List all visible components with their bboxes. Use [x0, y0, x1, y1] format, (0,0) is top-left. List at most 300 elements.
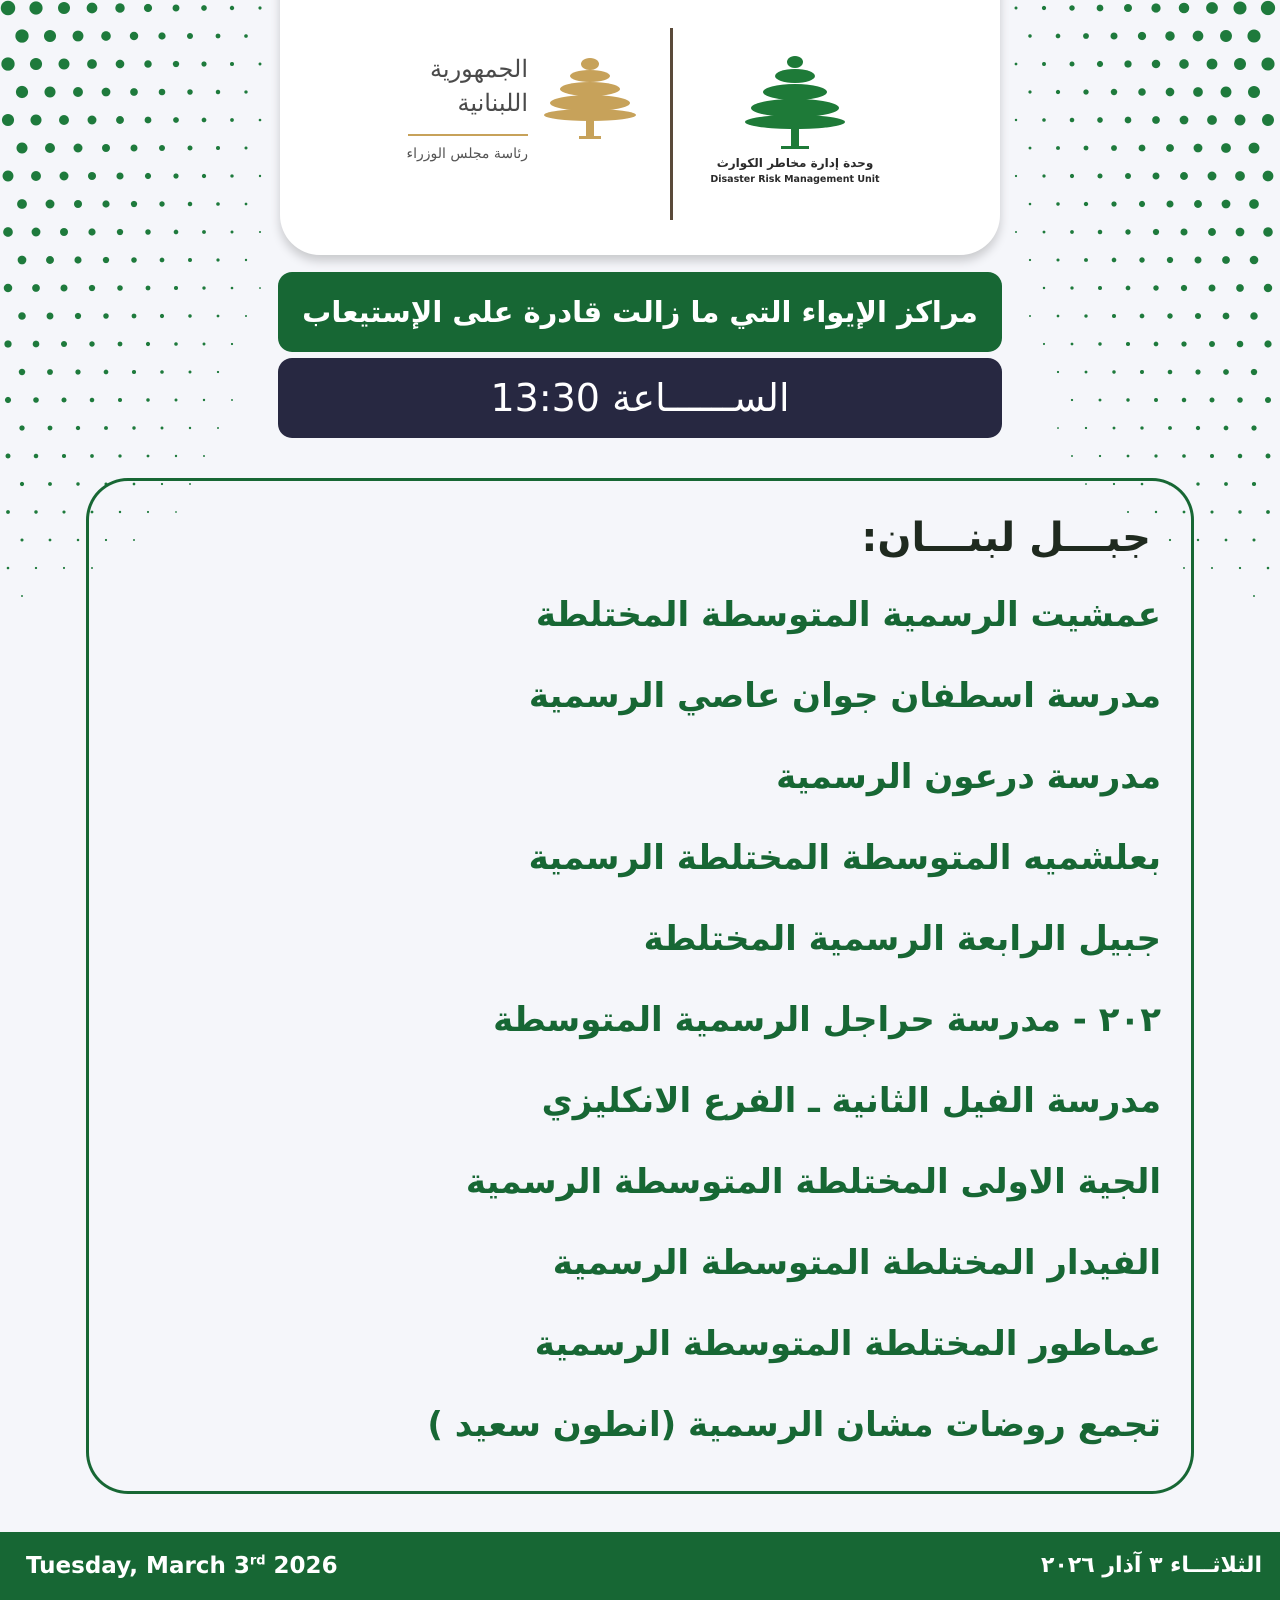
background-dot	[216, 146, 220, 150]
background-dot	[1111, 201, 1116, 206]
background-dot	[1139, 201, 1145, 207]
background-dot	[1085, 427, 1087, 429]
background-dot	[1015, 231, 1017, 233]
background-dot	[1253, 539, 1256, 542]
background-dot	[33, 341, 40, 348]
background-dot	[1165, 31, 1174, 40]
background-dot	[48, 482, 52, 486]
footer-date-english	[26, 1532, 338, 1600]
background-dot	[1099, 399, 1102, 402]
background-dot	[116, 172, 123, 179]
background-dot	[1248, 86, 1260, 98]
background-dot	[203, 455, 205, 457]
background-dot	[88, 172, 96, 180]
background-dot	[46, 256, 54, 264]
drm-english-name: Disaster Risk Management Unit	[710, 174, 880, 185]
background-dot	[1112, 258, 1117, 263]
background-dot	[1071, 399, 1073, 401]
background-dot	[1208, 172, 1217, 181]
background-dot	[44, 30, 56, 42]
background-dot	[117, 229, 123, 235]
background-dot	[1236, 228, 1245, 237]
background-dot	[144, 4, 152, 12]
shelter-item: مدرسة درعون الرسمية	[776, 757, 1161, 797]
background-dot	[1056, 202, 1059, 205]
background-dot	[1238, 510, 1241, 513]
background-dot	[217, 371, 219, 373]
background-dot	[17, 143, 28, 154]
background-dot	[73, 87, 83, 97]
background-dot	[1196, 482, 1199, 485]
shelter-item: بعلشميه المتوسطة المختلطة الرسمية	[528, 838, 1161, 878]
background-dot	[1124, 4, 1132, 12]
background-dot	[74, 144, 83, 153]
background-dot	[1253, 595, 1255, 597]
background-dot	[1071, 455, 1073, 457]
background-dot	[244, 90, 247, 93]
footer-date-english-prefix: Tuesday, March 3	[26, 1553, 250, 1579]
drm-unit-logo	[700, 52, 890, 192]
background-dot	[1193, 31, 1204, 42]
background-dot	[7, 567, 10, 570]
background-dot	[131, 257, 137, 263]
background-dot	[1042, 6, 1046, 10]
background-dot	[1057, 371, 1059, 373]
background-dot	[259, 231, 261, 233]
background-dot	[76, 482, 79, 485]
background-dot	[1207, 115, 1217, 125]
background-dot	[1029, 259, 1031, 261]
background-dot	[245, 203, 248, 206]
background-dot	[1236, 284, 1244, 292]
background-dot	[1097, 173, 1102, 178]
background-dot	[175, 399, 178, 402]
background-dot	[216, 258, 219, 261]
background-dot	[147, 455, 150, 458]
gold-divider-line	[408, 134, 528, 136]
background-dot	[216, 90, 220, 94]
background-dot	[1265, 397, 1271, 403]
background-dot	[49, 539, 52, 542]
background-dot	[1098, 286, 1102, 290]
background-dot	[1168, 426, 1172, 430]
background-dot	[1168, 370, 1173, 375]
background-dot	[1267, 567, 1270, 570]
background-dot	[1084, 314, 1087, 317]
background-dot	[160, 370, 164, 374]
background-dot	[132, 370, 136, 374]
background-dot	[160, 258, 165, 263]
background-dot	[159, 145, 165, 151]
background-dot	[1029, 203, 1032, 206]
background-dot	[1140, 370, 1144, 374]
background-dot	[1057, 427, 1059, 429]
background-dot	[1028, 90, 1031, 93]
background-dot	[174, 286, 178, 290]
background-dot	[1266, 454, 1271, 459]
background-dot	[21, 595, 23, 597]
background-dot	[259, 175, 261, 177]
background-dot	[1113, 427, 1116, 430]
background-dot	[59, 59, 70, 70]
background-dot	[46, 200, 55, 209]
background-dot	[1138, 88, 1146, 96]
background-dot	[1111, 145, 1117, 151]
background-dot	[1208, 228, 1216, 236]
background-dot	[1140, 426, 1143, 429]
background-dot	[1209, 285, 1216, 292]
background-dot	[145, 229, 151, 235]
background-dot	[231, 399, 233, 401]
background-dot	[61, 341, 67, 347]
background-dot	[1263, 171, 1274, 182]
background-dot	[1043, 343, 1045, 345]
background-dot	[174, 230, 179, 235]
republic-name-line1: الجمهورية	[430, 55, 528, 83]
background-dot	[1069, 61, 1074, 66]
background-dot	[1252, 482, 1256, 486]
background-dot	[1153, 173, 1160, 180]
background-dot	[1042, 62, 1046, 66]
title-banner	[278, 272, 1002, 352]
background-dot	[1249, 199, 1259, 209]
background-dot	[2, 114, 14, 126]
background-dot	[231, 343, 233, 345]
background-dot	[1153, 229, 1159, 235]
background-dot	[173, 173, 178, 178]
shelter-item: الجية الاولى المختلطة المتوسطة الرسمية	[465, 1162, 1161, 1202]
background-dot	[1126, 286, 1131, 291]
background-dot	[1139, 145, 1146, 152]
background-dot	[217, 315, 220, 318]
background-dot	[59, 115, 69, 125]
background-dot	[75, 313, 81, 319]
background-dot	[1262, 114, 1274, 126]
background-dot	[1194, 144, 1203, 153]
background-dot	[131, 201, 137, 207]
region-title: جبـــل لبنـــان:	[861, 515, 1151, 561]
background-dot	[1235, 171, 1245, 181]
background-dot	[1220, 30, 1232, 42]
background-dot	[146, 398, 149, 401]
background-dot	[1223, 369, 1229, 375]
background-dot	[1070, 174, 1074, 178]
background-dot	[117, 285, 123, 291]
background-dot	[118, 398, 122, 402]
background-dot	[230, 62, 234, 66]
background-dot	[116, 116, 124, 124]
background-dot	[18, 256, 27, 265]
background-dot	[1167, 257, 1173, 263]
background-dot	[34, 510, 37, 513]
background-dot	[115, 3, 124, 12]
background-dot	[103, 257, 109, 263]
background-dot	[33, 397, 39, 403]
background-dot	[245, 259, 247, 261]
background-dot	[102, 200, 109, 207]
background-dot	[159, 201, 164, 206]
background-dot	[16, 86, 28, 98]
background-dot	[1098, 230, 1103, 235]
background-dot	[89, 341, 94, 346]
background-dot	[1015, 7, 1018, 10]
council-of-ministers-subtitle: رئاسة مجلس الوزراء	[406, 146, 528, 162]
background-dot	[102, 88, 111, 97]
background-dot	[77, 539, 80, 542]
background-dot	[87, 3, 98, 14]
background-dot	[1224, 482, 1228, 486]
background-dot	[245, 315, 247, 317]
background-dot	[259, 119, 262, 122]
background-dot	[1097, 5, 1104, 12]
background-dot	[1151, 3, 1160, 12]
background-dot	[63, 567, 65, 569]
background-dot	[4, 284, 13, 293]
background-dot	[1, 1, 15, 15]
background-dot	[146, 286, 151, 291]
background-dot	[118, 342, 123, 347]
background-dot	[1179, 59, 1189, 69]
background-dot	[74, 256, 81, 263]
background-dot	[1029, 147, 1032, 150]
background-dot	[201, 5, 207, 11]
background-dot	[1029, 315, 1031, 317]
background-dot	[60, 284, 67, 291]
background-dot	[1261, 1, 1275, 15]
background-dot	[1098, 342, 1101, 345]
background-dot	[1070, 286, 1073, 289]
shelter-item: جبيل الرابعة الرسمية المختلطة	[643, 919, 1161, 959]
background-dot	[1166, 88, 1175, 97]
background-dot	[1180, 172, 1188, 180]
background-dot	[35, 567, 37, 569]
background-dot	[1015, 119, 1017, 121]
background-dot	[88, 116, 97, 125]
background-dot	[1015, 175, 1017, 177]
background-dot	[116, 60, 125, 69]
background-dot	[1152, 116, 1160, 124]
background-dot	[44, 86, 55, 97]
background-dot	[1249, 143, 1260, 154]
background-dot	[1126, 398, 1129, 401]
background-dot	[230, 6, 234, 10]
background-dot	[187, 89, 193, 95]
background-dot	[1261, 57, 1274, 70]
background-dot	[1181, 341, 1186, 346]
background-dot	[87, 59, 97, 69]
background-dot	[1028, 34, 1031, 37]
background-dot	[1083, 89, 1088, 94]
background-dot	[1070, 230, 1074, 234]
background-dot	[1125, 117, 1132, 124]
time-banner	[278, 358, 1002, 438]
background-dot	[1139, 257, 1144, 262]
footer-bar	[0, 1532, 1280, 1600]
background-dot	[90, 398, 95, 403]
background-dot	[48, 426, 53, 431]
background-dot	[231, 231, 234, 234]
background-dot	[58, 2, 70, 14]
background-dot	[1263, 227, 1273, 237]
background-dot	[1251, 369, 1257, 375]
background-dot	[104, 426, 108, 430]
background-dot	[1140, 314, 1145, 319]
background-dot	[145, 173, 151, 179]
background-dot	[1195, 313, 1201, 319]
background-dot	[15, 29, 28, 42]
background-dot	[1085, 371, 1088, 374]
background-dot	[230, 118, 234, 122]
background-dot	[1043, 287, 1045, 289]
background-dot	[1069, 5, 1074, 10]
background-dot	[1194, 200, 1202, 208]
background-dot	[146, 342, 150, 346]
background-dot	[1206, 2, 1218, 14]
background-dot	[1264, 340, 1271, 347]
background-dot	[1180, 116, 1189, 125]
background-dot	[1057, 315, 1060, 318]
background-dot	[101, 31, 111, 41]
background-dot	[258, 6, 261, 9]
background-dot	[1250, 312, 1257, 319]
background-dot	[1111, 89, 1117, 95]
background-dot	[187, 33, 193, 39]
background-dot	[189, 427, 191, 429]
background-dot	[132, 314, 137, 319]
background-dot	[30, 114, 41, 125]
background-dot	[131, 145, 138, 152]
background-dot	[144, 60, 152, 68]
background-dot	[1071, 343, 1074, 346]
background-dot	[1056, 90, 1060, 94]
background-dot	[19, 425, 24, 430]
background-dot	[1112, 314, 1116, 318]
logo-card	[280, 0, 1000, 255]
background-dot	[1, 57, 14, 70]
background-dot	[145, 117, 152, 124]
background-dot	[216, 34, 221, 39]
background-dot	[1221, 87, 1232, 98]
background-dot	[103, 313, 109, 319]
background-dot	[230, 174, 233, 177]
background-dot	[1210, 454, 1214, 458]
background-dot	[1182, 398, 1186, 402]
background-dot	[18, 312, 26, 320]
background-dot	[1099, 455, 1101, 457]
background-dot	[161, 427, 164, 430]
background-dot	[1154, 398, 1158, 402]
background-dot	[203, 343, 206, 346]
background-dot	[174, 342, 178, 346]
background-dot	[89, 285, 95, 291]
background-dot	[6, 510, 10, 514]
background-dot	[60, 172, 69, 181]
background-dot	[1112, 370, 1115, 373]
background-dot	[173, 61, 179, 67]
background-dot	[31, 171, 41, 181]
background-dot	[173, 117, 179, 123]
background-dot	[160, 314, 164, 318]
background-dot	[74, 200, 82, 208]
background-dot	[1084, 202, 1088, 206]
background-dot	[1042, 174, 1045, 177]
background-dot	[3, 171, 14, 182]
background-dot	[1196, 426, 1200, 430]
background-dot	[1126, 342, 1130, 346]
cedar-gold-icon	[543, 52, 638, 142]
background-dot	[1247, 29, 1260, 42]
background-dot	[1225, 539, 1228, 542]
background-dot	[1180, 228, 1187, 235]
background-dot	[1042, 118, 1046, 122]
background-dot	[75, 369, 80, 374]
background-dot	[188, 202, 192, 206]
background-dot	[30, 58, 42, 70]
background-dot	[1194, 256, 1201, 263]
background-dot	[47, 369, 53, 375]
background-dot	[1223, 313, 1230, 320]
shelter-item: عماطور المختلطة المتوسطة الرسمية	[534, 1324, 1161, 1364]
time-label: الســــــاعة 13:30	[490, 376, 790, 420]
background-dot	[76, 426, 80, 430]
background-dot	[60, 228, 68, 236]
background-dot	[1125, 229, 1130, 234]
background-dot	[1153, 285, 1158, 290]
shelter-item: مدرسة اسطفان جوان عاصي الرسمية	[528, 676, 1161, 716]
background-dot	[188, 146, 193, 151]
background-dot	[1084, 258, 1088, 262]
page-title: مراكز الإيواء التي ما زالت قادرة على الإستيعاب	[302, 295, 978, 329]
background-dot	[1195, 369, 1200, 374]
background-dot	[1097, 61, 1103, 67]
background-dot	[1239, 567, 1241, 569]
background-dot	[1167, 313, 1172, 318]
background-dot	[104, 370, 109, 375]
background-dot	[1043, 231, 1046, 234]
background-dot	[61, 397, 66, 402]
background-dot	[158, 32, 165, 39]
background-dot	[1221, 143, 1231, 153]
shelter-item: ٢٠٢ - مدرسة حراجل الرسمية المتوسطة	[493, 1000, 1161, 1040]
background-dot	[20, 482, 24, 486]
background-dot	[1266, 510, 1270, 514]
background-dot	[1138, 32, 1146, 40]
background-dot	[245, 147, 248, 150]
background-dot	[1251, 425, 1256, 430]
shelter-item: عمشيت الرسمية المتوسطة المختلطة	[535, 595, 1161, 635]
background-dot	[216, 202, 220, 206]
background-dot	[62, 510, 65, 513]
background-dot	[259, 63, 262, 66]
background-dot	[29, 1, 42, 14]
background-dot	[1154, 342, 1159, 347]
background-dot	[1056, 146, 1060, 150]
background-dot	[1182, 454, 1186, 458]
background-dot	[1124, 60, 1131, 67]
background-dot	[132, 426, 135, 429]
background-dot	[73, 31, 84, 42]
background-dot	[173, 5, 180, 12]
background-dot	[259, 287, 261, 289]
background-dot	[1235, 115, 1246, 126]
background-dot	[19, 369, 25, 375]
background-dot	[1222, 256, 1230, 264]
background-dot	[1209, 341, 1215, 347]
background-dot	[1264, 284, 1272, 292]
background-dot	[1234, 58, 1246, 70]
background-dot	[1166, 200, 1173, 207]
background-dot	[17, 199, 27, 209]
